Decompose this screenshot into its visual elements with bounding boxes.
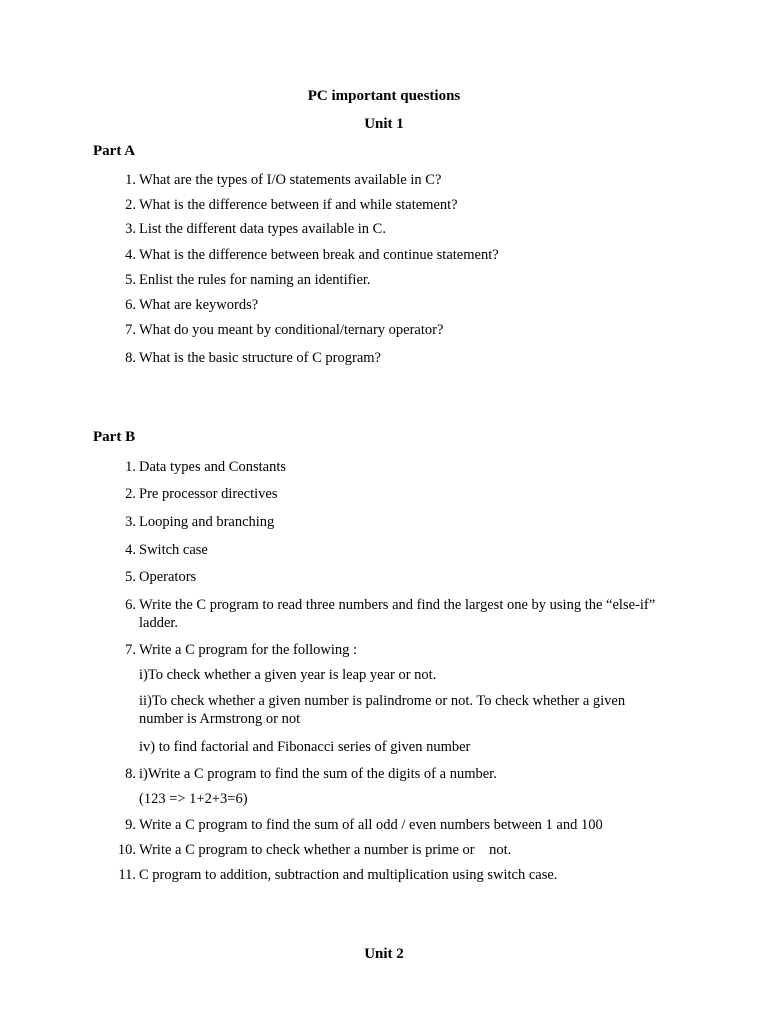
item-number: 5. [125, 272, 136, 288]
item-text: What is the difference between break and continue statement? [139, 247, 499, 263]
item-text: What are the types of I/O statements available in C? [139, 172, 442, 188]
item-number: 11. [118, 867, 136, 883]
item-number: 3. [125, 514, 136, 530]
item-text: List the different data types available in C. [139, 221, 386, 237]
unit-2-heading: Unit 2 [364, 946, 404, 962]
item-text: Pre processor directives [139, 486, 278, 502]
item-text: Write a C program for the following : [139, 642, 358, 658]
item-number: 6. [125, 597, 136, 613]
item-text: Data types and Constants [139, 459, 286, 475]
item-text: What is the basic structure of C program? [139, 350, 381, 366]
part-b-heading: Part B [93, 429, 136, 445]
item-number: 9. [125, 817, 136, 833]
item-number: 8. [125, 766, 136, 782]
sub-item: i)To check whether a given year is leap year or not. [139, 667, 437, 683]
item-text: i)Write a C program to find the sum of the digits of a number. [139, 766, 497, 782]
item-text: What do you meant by conditional/ternary operator? [139, 322, 444, 338]
sub-item: ii)To check whether a given number is palindrome or not. To check whether a given number is Armstrong or not [139, 693, 626, 727]
item-text: What are keywords? [139, 297, 259, 313]
item-number: 8. [125, 350, 136, 366]
item-text: Switch case [139, 542, 208, 558]
item-text: Write a C program to check whether a number is prime or not. [139, 842, 512, 858]
item-number: 5. [125, 569, 136, 585]
sub-item: iv) to find factorial and Fibonacci series of given number [139, 739, 471, 755]
item-number: 1. [125, 459, 136, 475]
item-number: 7. [125, 322, 136, 338]
unit-1-heading: Unit 1 [364, 116, 404, 132]
item-number: 7. [125, 642, 136, 658]
item-text: Operators [139, 569, 197, 585]
document-title: PC important questions [307, 88, 461, 104]
item-number: 10. [117, 842, 136, 858]
item-number: 2. [125, 486, 136, 502]
item-number: 2. [125, 197, 136, 213]
sub-item: (123 => 1+2+3=6) [139, 791, 248, 807]
item-number: 4. [125, 247, 136, 263]
item-text: Looping and branching [139, 514, 275, 530]
item-number: 1. [125, 172, 136, 188]
item-text: C program to addition, subtraction and multiplication using switch case. [139, 867, 558, 883]
item-number: 4. [125, 542, 136, 558]
item-text: Write the C program to read three numbers and find the largest one by using the “else-if” ladder. [139, 597, 656, 631]
item-text: What is the difference between if and while statement? [139, 197, 458, 213]
item-number: 3. [125, 221, 136, 237]
part-a-heading: Part A [93, 143, 136, 159]
item-number: 6. [125, 297, 136, 313]
item-text: Write a C program to find the sum of all odd / even numbers between 1 and 100 [139, 817, 603, 833]
item-text: Enlist the rules for naming an identifier. [139, 272, 371, 288]
